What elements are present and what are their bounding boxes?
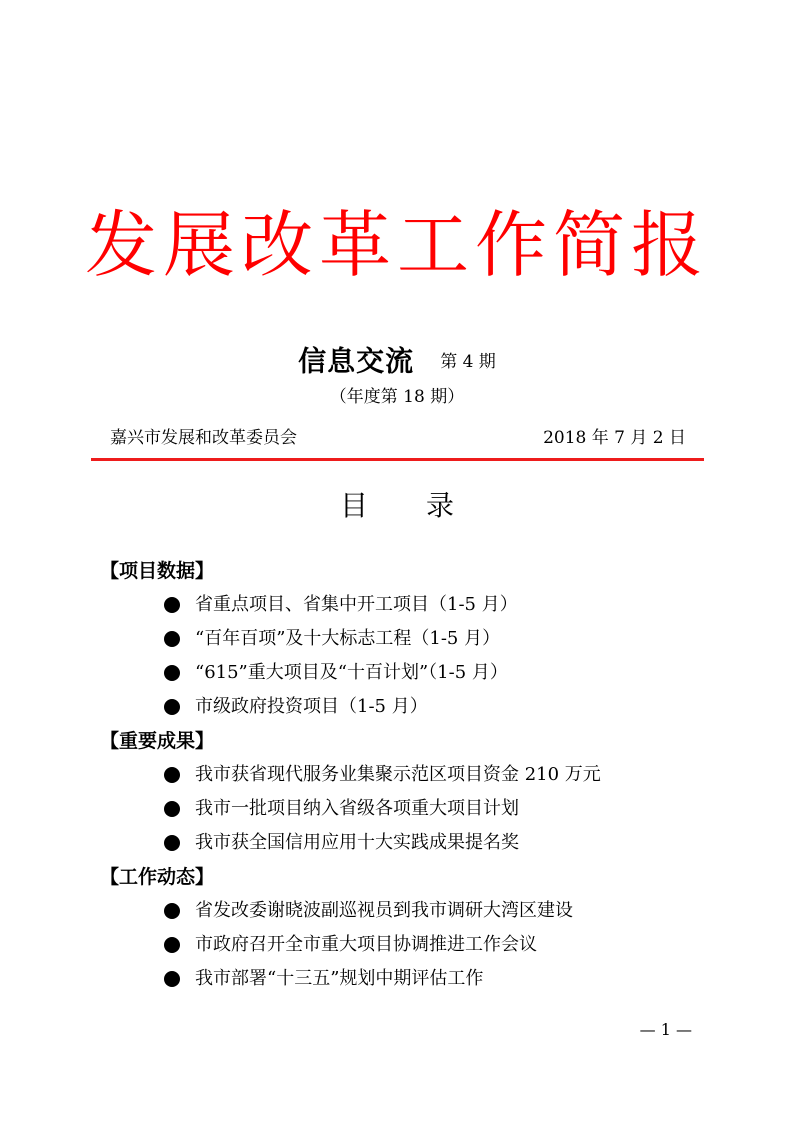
toc-item[interactable]	[100, 758, 740, 792]
bullet-icon	[164, 903, 180, 919]
issue-line	[0, 343, 794, 380]
publisher: 嘉兴市发展和改革委员会	[110, 428, 297, 448]
toc-item-label: 我市获全国信用应用十大实践成果提名奖	[195, 832, 519, 853]
bullet-icon	[164, 699, 180, 715]
toc-item[interactable]	[100, 826, 740, 860]
bullet-icon	[164, 767, 180, 783]
masthead-title: 发展改革工作简报	[84, 203, 709, 287]
toc-item[interactable]	[100, 792, 740, 826]
toc-item[interactable]	[100, 894, 740, 928]
toc-item-label: “615”重大项目及“十百计划”（1-5 月）	[195, 662, 508, 683]
section-heading-work-updates: 【工作动态】	[100, 866, 215, 888]
bullet-icon	[164, 665, 180, 681]
toc-item-label: 市政府召开全市重大项目协调推进工作会议	[195, 934, 537, 955]
bullet-icon	[164, 937, 180, 953]
annual-issue-number: （年度第 18 期）	[329, 387, 465, 407]
table-of-contents	[100, 554, 740, 996]
bullet-icon	[164, 971, 180, 987]
toc-item[interactable]	[100, 928, 740, 962]
section-heading-achievements: 【重要成果】	[100, 730, 215, 752]
toc-item[interactable]	[100, 588, 740, 622]
toc-item-label: 省发改委谢晓波副巡视员到我市调研大湾区建设	[195, 900, 573, 921]
bullet-icon	[164, 631, 180, 647]
toc-item-label: “百年百项”及十大标志工程（1-5 月）	[195, 628, 501, 649]
toc-item[interactable]	[100, 622, 740, 656]
section-heading-project-data: 【项目数据】	[100, 560, 215, 582]
bullet-icon	[164, 597, 180, 613]
toc-item-label: 我市获省现代服务业集聚示范区项目资金 210 万元	[195, 764, 601, 785]
publish-date: 2018 年 7 月 2 日	[543, 428, 686, 448]
issue-name: 信息交流	[298, 344, 415, 378]
toc-title: 目录	[339, 489, 512, 522]
toc-item[interactable]	[100, 962, 740, 996]
issue-number: 第 4 期	[440, 351, 496, 372]
bullet-icon	[164, 835, 180, 851]
toc-item-label: 市级政府投资项目（1-5 月）	[195, 696, 428, 717]
toc-item[interactable]	[100, 656, 740, 690]
toc-item[interactable]	[100, 690, 740, 724]
bullet-icon	[164, 801, 180, 817]
toc-item-label: 我市部署“十三五”规划中期评估工作	[195, 968, 484, 989]
red-divider	[91, 458, 704, 461]
toc-item-label: 我市一批项目纳入省级各项重大项目计划	[195, 798, 519, 819]
toc-item-label: 省重点项目、省集中开工项目（1-5 月）	[195, 594, 518, 615]
page-number: — 1 —	[639, 1020, 692, 1039]
